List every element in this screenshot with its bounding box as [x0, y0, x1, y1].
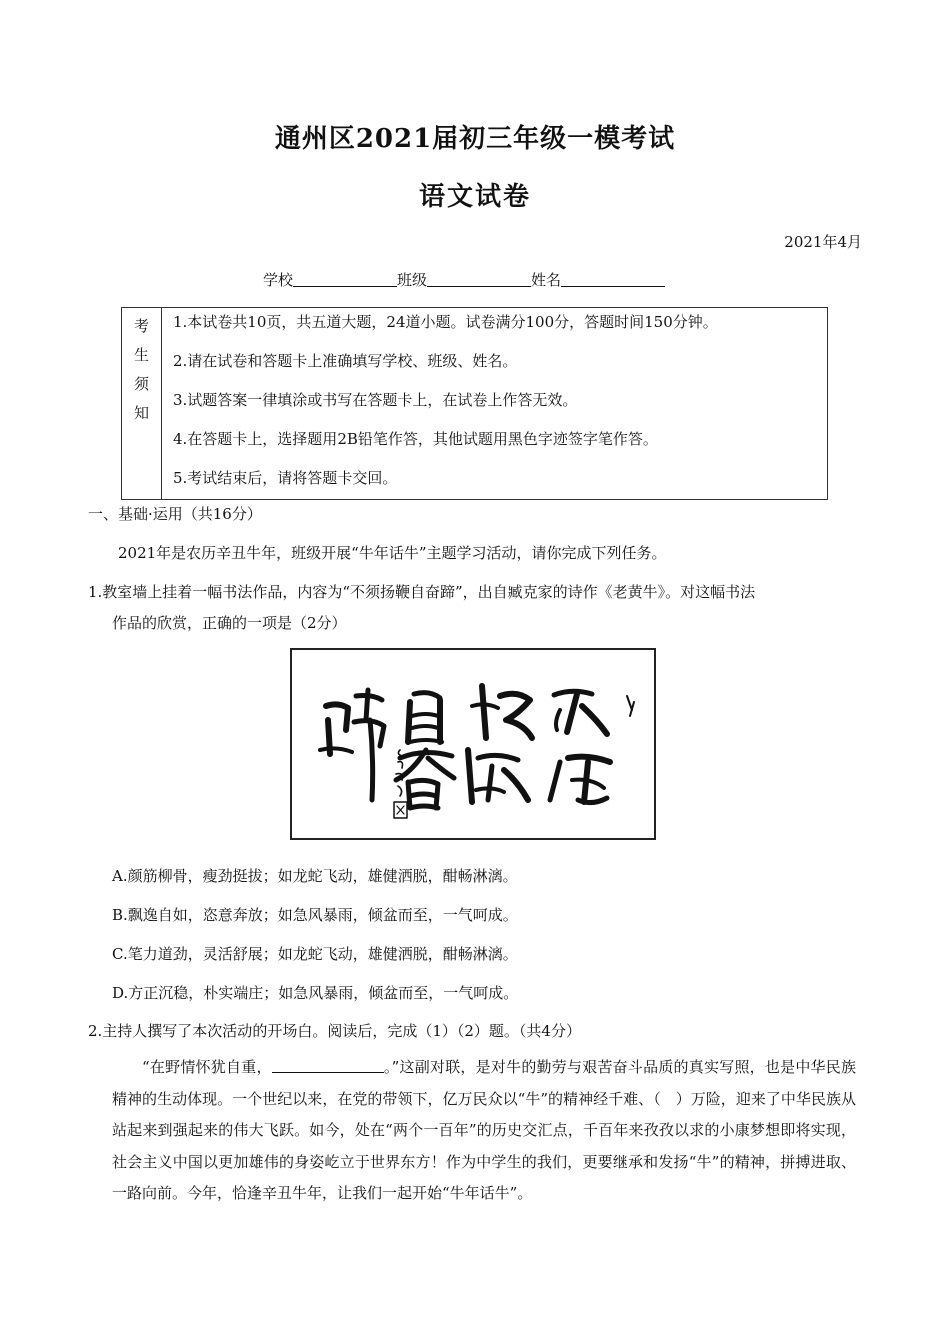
- name-blank[interactable]: [561, 271, 665, 287]
- student-info-line: [263, 269, 665, 290]
- notice-item: 4.在答题卡上，选择题用2B铅笔作答，其他试题用黑色字迹签字笔作答。: [173, 430, 658, 448]
- option-d[interactable]: D.方正沉稳，朴实端庄；如急风暴雨，倾盆而至，一气呵成。: [112, 984, 519, 1002]
- paragraph-part: 。”这副对联，是对牛的勤劳与艰苦奋斗品质的真实写照，也是中华民族精神的生动体现。一个世纪以来，在党的带领下，亿万民众以“牛”的精神经千难、（ ）万险，迎来了中华民族从站起来到强起来的伟大飞跃。如今，处在“两个一百年”的历史交汇点，千百年来孜孜以求的小康梦想即将实现，社会主义中国以更加雄伟的身姿屹立于世界东方！作为中学生的我们，更要继承和发扬“牛”的精神，拼搏进取、一路向前。今年，恰逢辛丑牛年，让我们一起开始“牛年话牛”。: [112, 1058, 857, 1202]
- notice-item: 2.请在试卷和答题卡上准确填写学校、班级、姓名。: [173, 352, 518, 370]
- class-blank[interactable]: [427, 271, 531, 287]
- section-intro: 2021年是农历辛丑牛年，班级开展“牛年话牛”主题学习活动，请你完成下列任务。: [118, 544, 667, 562]
- notice-label-char: 考: [133, 317, 149, 335]
- question-1-stem: 1.教室墙上挂着一幅书法作品，内容为“不须扬鞭自奋蹄”，出自臧克家的诗作《老黄牛》。对这幅书法: [88, 583, 756, 601]
- name-label: 姓名: [531, 271, 562, 289]
- notice-label-char: 生: [133, 346, 149, 364]
- question-2-stem: 2.主持人撰写了本次活动的开场白。阅读后，完成（1）（2）题。（共4分）: [88, 1022, 581, 1040]
- school-label: 学校: [263, 271, 294, 289]
- notice-label-char: 须: [133, 375, 149, 393]
- notice-item: 3.试题答案一律填涂或书写在答题卡上，在试卷上作答无效。: [173, 391, 578, 409]
- opening-remarks-paragraph: [112, 1052, 856, 1210]
- option-c[interactable]: C.笔力道劲，灵活舒展；如龙蛇飞动，雄健洒脱，酣畅淋漓。: [112, 945, 518, 963]
- exam-notice-box: [121, 307, 828, 500]
- question-1-stem-cont: 作品的欣赏，正确的一项是（2分）: [112, 614, 347, 632]
- section-heading: 一、基础·运用（共16分）: [88, 505, 262, 523]
- school-blank[interactable]: [293, 271, 397, 287]
- class-label: 班级: [397, 271, 428, 289]
- exam-subtitle: 语文试卷: [418, 182, 531, 212]
- exam-date: 2021年4月: [784, 233, 862, 251]
- option-a[interactable]: A.颜筋柳骨，瘦劲挺拔；如龙蛇飞动，雄健洒脱，酣畅淋漓。: [112, 867, 518, 885]
- calligraphy-image: [292, 650, 654, 838]
- notice-label-char: 知: [133, 404, 149, 422]
- notice-item: 5.考试结束后，请将答题卡交回。: [173, 469, 398, 487]
- notice-item: 1.本试卷共10页，共五道大题，24道小题。试卷满分100分，答题时间150分钟。: [173, 313, 718, 331]
- fill-in-blank[interactable]: [272, 1058, 384, 1073]
- calligraphy-artwork: [290, 648, 656, 840]
- paragraph-part: “在野情怀犹自重，: [142, 1058, 272, 1076]
- notice-label: [122, 308, 162, 499]
- exam-title: 通州区2021届初三年级一模考试: [274, 124, 676, 154]
- option-b[interactable]: B.飘逸自如，恣意奔放；如急风暴雨，倾盆而至，一气呵成。: [112, 906, 518, 924]
